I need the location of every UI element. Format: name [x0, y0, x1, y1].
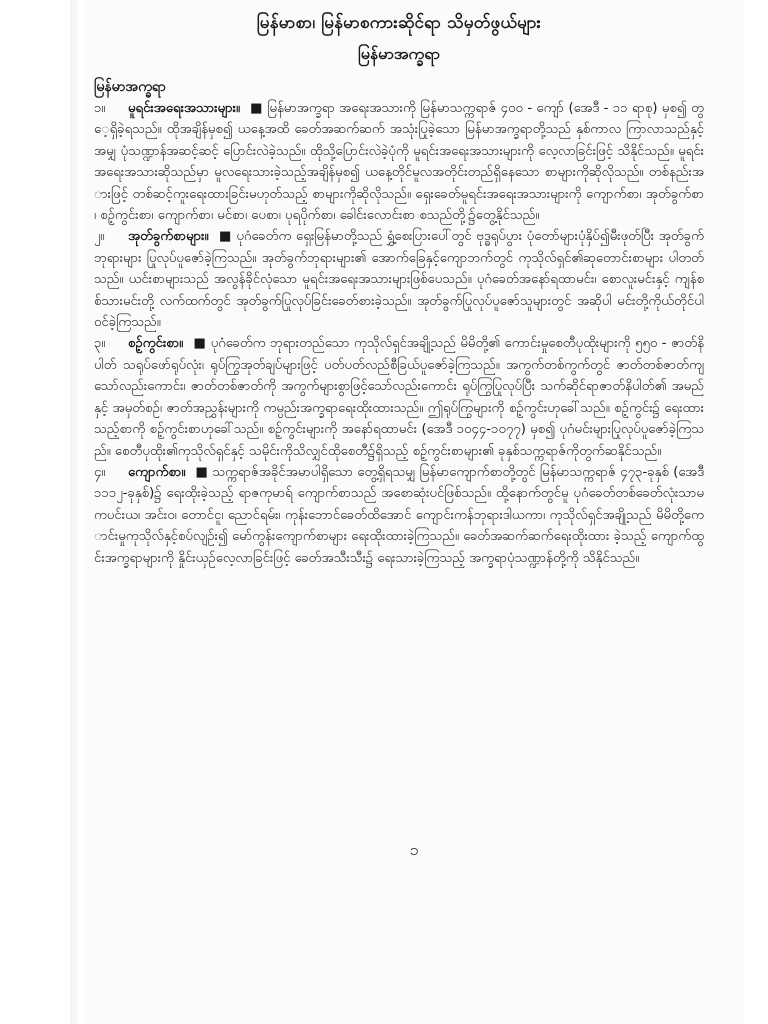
paragraph-text: ■ မြန်မာအက္ခရာ အရေးအသားကို မြန်မာသက္ကရာဇ် ၄၀၀ - ကျော် (အေဒီ - ၁၁ ရာစု) မှစ၍ တွေ့ရှိခဲ့ရသည်။ ထိုအချိန်မှစ၍ ယနေ့အထိ ခေတ်အဆက်ဆက် အသုံးပြုခဲ့သော မြန်မာအက္ခရာတို့သည် နှစ်ကာလ ကြာလာသည်နှင့်အမျှ ပုံသဏ္ဍာန်အဆင့်ဆင့် ပြောင်းလဲခဲ့သည်။ ထိုသို့ပြောင်းလဲခဲ့ပုံကို မူရင်းအရေးအသားများကို လေ့လာခြင်းဖြင့် သိနိုင်သည်။ မူရင်းအရေးအသားဆိုသည်မှာ မူလရေးသားခဲ့သည့်အချိန်မှစ၍ ယနေ့တိုင်မူလအတိုင်းတည်ရှိနေသော စာများကိုဆိုလိုသည်။ တစ်နည်းအားဖြင့် တစ်ဆင့်ကူးရေးထားခြင်းမဟုတ်သည့် စာများကိုဆိုလိုသည်။ ရှေးခေတ်မူရင်းအရေးအသားများကို ကျောက်စာ၊ အုတ်ခွက်စာ၊ စဉ့်ကွင်းစာ၊ ကျောက်စာ၊ မင်စာ၊ ပေစာ၊ ပုရပိုက်စာ၊ ခေါင်းလောင်းစာ စသည်တို့၌တွေ့နိုင်သည်။: [94, 101, 704, 224]
paragraph-text: ■ သက္ကရာဇ်အခိုင်အမာပါရှိသော တွေ့ရှိရသမျှ မြန်မာကျောက်စာတို့တွင် မြန်မာသက္ကရာဇ် ၄၇၃-ခုနှစ် (အေဒီ ၁၁၁၂-ခုနှစ်)၌ ရေးထိုးခဲ့သည့် ရာဇကုမာရ် ကျောက်စာသည် အစောဆုံးပင်ဖြစ်သည်။ ထို့နောက်တွင်မူ ပုဂံခေတ်တစ်ခေတ်လုံးသာမကပင်းယ၊ အင်းဝ၊ တောင်ငူ၊ ညောင်ရမ်း၊ ကုန်းဘောင်ခေတ်ထိအောင် ကျောင်းကန်ဘုရားဒါယကာ၊ ကုသိုလ်ရှင်အချို့သည် မိမိတို့ကောင်းမှုကုသိုလ်နှင့်စပ်လျဉ်း၍ မော်ကွန်းကျောက်စာများ ရေးထိုးထားခဲ့ကြသည်။ ခေတ်အဆက်ဆက်ရေးထိုးထား ခဲ့သည့် ကျောက်ထွင်းအက္ခရာများကို နှိုင်းယှဉ်လေ့လာခြင်းဖြင့် ခေတ်အသီးသီး၌ ရေးသားခဲ့ကြသည့် အက္ခရာပုံသဏ္ဍာန်တို့ကို သိနိုင်သည်။: [94, 464, 704, 566]
page-content: [94, 0, 704, 569]
document-page: [84, 0, 744, 1024]
paragraph-heading: မူရင်းအရေးအသားများ။: [128, 101, 240, 116]
section-heading: မြန်မာအက္ခရာ: [94, 79, 166, 95]
paragraph-number: ၂။: [94, 229, 105, 245]
paragraph-1: [94, 98, 704, 226]
page-subtitle: မြန်မာအက္ခရာ: [358, 44, 440, 63]
paragraph-number: ၃။: [94, 336, 106, 352]
paragraph-heading: စဉ့်ကွင်းစာ။: [128, 336, 184, 352]
paragraph-3: [94, 333, 704, 461]
paragraph-number: ၁။: [94, 101, 106, 116]
paragraph-number: ၄။: [94, 464, 106, 480]
page-edge-shadow: [70, 0, 78, 1024]
page-title: မြန်မာစာ၊ မြန်မာစကားဆိုင်ရာ သိမှတ်ဖွယ်များ: [256, 13, 542, 33]
paragraph-text: ■ ပုဂံခေတ်က ဘုရားတည်သော ကုသိုလ်ရှင်အချို့သည် မိမိတို့၏ ကောင်းမှုစေတီပုထိုးများကို ၅၅၀ - ဇာတ်နိပါတ် သရုပ်ဖော်ရုပ်လုံး၊ ရုပ်ကြွအုတ်ချပ်များဖြင့် ပတ်ပတ်လည်စီခြယ်ပူဇော်ခဲ့ကြသည်။ အကွက်တစ်ကွက်တွင် ဇာတ်တစ်ဇာတ်ကျသော်လည်းကောင်း၊ ဇာတ်တစ်ဇာတ်ကို အကွက်များစွာဖြင့်သော်လည်းကောင်း ရုပ်ကြွပြုလုပ်ပြီး သက်ဆိုင်ရာဇာတ်နိပါတ်၏ အမည်နှင့် အမှတ်စဉ်၊ ဇာတ်အညွှန်းများကို ကမ္ပည်းအက္ခရာရေးထိုးထားသည်။ ဤရုပ်ကြွများကို စဉ့်ကွင်းဟုခေါ်သည်။ စဉ့်ကွင်း၌ ရေးထားသည့်စာကို စဉ့်ကွင်းစာဟုခေါ်သည်။ စဉ့်ကွင်းများကို အနော်ရထာမင်း (အေဒီ ၁၀၄၄-၁၀၇၇) မှစ၍ ပုဂံမင်းများပြုလုပ်ပူဇော်ခဲ့ကြသည်။ စေတီပုထိုး၏ကုသိုလ်ရှင်နှင့် သမိုင်းကိုသိလျှင်ထိုစေတီ၌ရှိသည့် စဉ့်ကွင်းစာများ၏ ခုနှစ်သက္ကရာဇ်ကိုတွက်ဆနိုင်သည်။: [94, 336, 704, 459]
paragraph-2: [94, 226, 704, 333]
page-number: ၁: [409, 840, 419, 859]
paragraph-heading: ကျောက်စာ။: [128, 464, 186, 480]
paragraph-heading: အုတ်ခွက်စာများ။: [128, 229, 209, 245]
paragraph-4: [94, 462, 704, 569]
paragraph-text: ■ ပုဂံခေတ်က ရှေးမြန်မာတို့သည် ရွှံ့စေးပြားပေါ်တွင် ဗုဒ္ဓရုပ်ပွား ပုံတော်များပုံနှိပ်၍မီးဖုတ်ပြီး အုတ်ခွက်ဘုရားများ ပြုလုပ်ပူဇော်ခဲ့ကြသည်။ အုတ်ခွက်ဘုရားများ၏ အောက်ခြေနှင့်ကျောဘက်တွင် ကုသိုလ်ရှင်၏ဆုတောင်းစာများ ပါတတ်သည်။ ယင်းစာများသည် အလွန်ခိုင်လုံသော မူရင်းအရေးအသားများဖြစ်ပေသည်။ ပုဂံခေတ်အနော်ရထာမင်း၊ စောလူးမင်းနှင့် ကျန်စစ်သားမင်းတို့ လက်ထက်တွင် အုတ်ခွက်ပြုလုပ်ခြင်းခေတ်စားခဲ့သည်။ အုတ်ခွက်ပြုလုပ်ပူဇော်သူများတွင် အဆိုပါ မင်းတို့ကိုယ်တိုင်ပါဝင်ခဲ့ကြသည်။: [94, 229, 704, 331]
